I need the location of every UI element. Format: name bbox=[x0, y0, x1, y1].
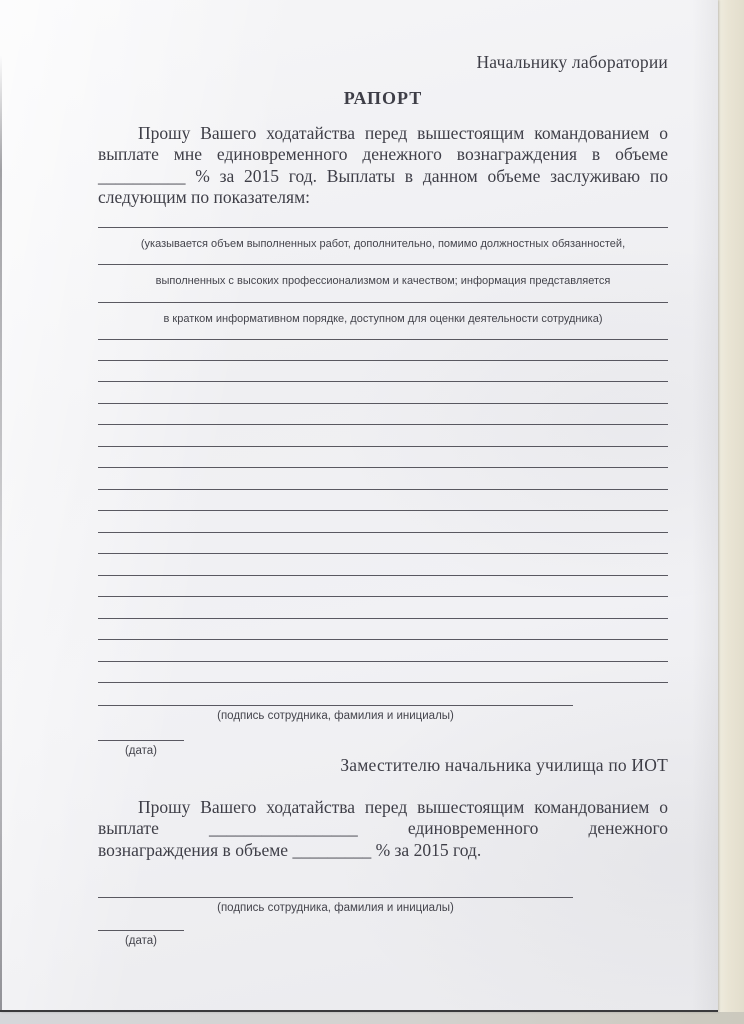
date-caption: (дата) bbox=[124, 935, 158, 947]
signature-caption: (подпись сотрудника, фамилия и инициалы) bbox=[217, 902, 454, 914]
addressee-top: Начальнику лаборатории bbox=[476, 52, 668, 72]
ruled-blank-line bbox=[98, 640, 668, 662]
ruled-blank-line bbox=[98, 662, 668, 684]
date-line bbox=[98, 930, 184, 931]
paragraph-line: Прошу Вашего ходатайства перед вышестоящим командованием о bbox=[138, 123, 668, 143]
ruled-blank-line bbox=[98, 404, 668, 426]
document-title: РАПОРТ bbox=[343, 88, 423, 108]
ruled-line bbox=[98, 264, 668, 265]
fill-in-caption: выполненных с высоких профессионализмом и качеством; информация представляется bbox=[155, 275, 611, 287]
signature-line bbox=[98, 897, 573, 898]
signature-line bbox=[98, 705, 573, 706]
paragraph-line: выплате _________________ единовременного денежного bbox=[98, 818, 668, 839]
date-line bbox=[98, 740, 184, 741]
paragraph-line: вознаграждения в объеме _________ % за 2015 год. bbox=[98, 839, 482, 860]
ruled-line bbox=[98, 302, 668, 303]
paragraph-line: Прошу Вашего ходатайства перед вышестоящим командованием о bbox=[138, 797, 668, 817]
paragraph-line: следующим по показателям: bbox=[98, 187, 311, 208]
scanner-background-right bbox=[717, 0, 744, 1012]
date-caption: (дата) bbox=[124, 745, 158, 757]
blank-ruled-lines bbox=[98, 339, 668, 683]
ruled-blank-line bbox=[98, 554, 668, 576]
request-paragraph-2 bbox=[98, 797, 668, 861]
ruled-blank-line bbox=[98, 619, 668, 641]
scanner-background-bottom bbox=[0, 1012, 744, 1024]
ruled-blank-line bbox=[98, 597, 668, 619]
ruled-blank-line bbox=[98, 339, 668, 361]
signature-caption: (подпись сотрудника, фамилия и инициалы) bbox=[217, 710, 454, 722]
ruled-blank-line bbox=[98, 490, 668, 512]
request-paragraph-1 bbox=[98, 123, 668, 209]
fill-in-caption: (указывается объем выполненных работ, дополнительно, помимо должностных обязанностей, bbox=[140, 238, 626, 250]
ruled-blank-line bbox=[98, 447, 668, 469]
ruled-blank-line bbox=[98, 511, 668, 533]
paper-left-edge-shadow bbox=[0, 55, 2, 1010]
ruled-blank-line bbox=[98, 576, 668, 598]
ruled-blank-line bbox=[98, 361, 668, 383]
addressee-middle: Заместителю начальника училища по ИОТ bbox=[340, 755, 668, 775]
ruled-blank-line bbox=[98, 468, 668, 490]
ruled-blank-line bbox=[98, 425, 668, 447]
fill-in-caption: в кратком информативном порядке, доступном для оценки деятельности сотрудника) bbox=[163, 313, 603, 325]
paragraph-line: выплате мне единовременного денежного вознаграждения в объеме bbox=[98, 144, 668, 165]
ruled-blank-line bbox=[98, 382, 668, 404]
ruled-blank-line bbox=[98, 533, 668, 555]
ruled-line bbox=[98, 227, 668, 228]
paragraph-line: __________ % за 2015 год. Выплаты в данном объеме заслуживаю по bbox=[98, 165, 668, 186]
